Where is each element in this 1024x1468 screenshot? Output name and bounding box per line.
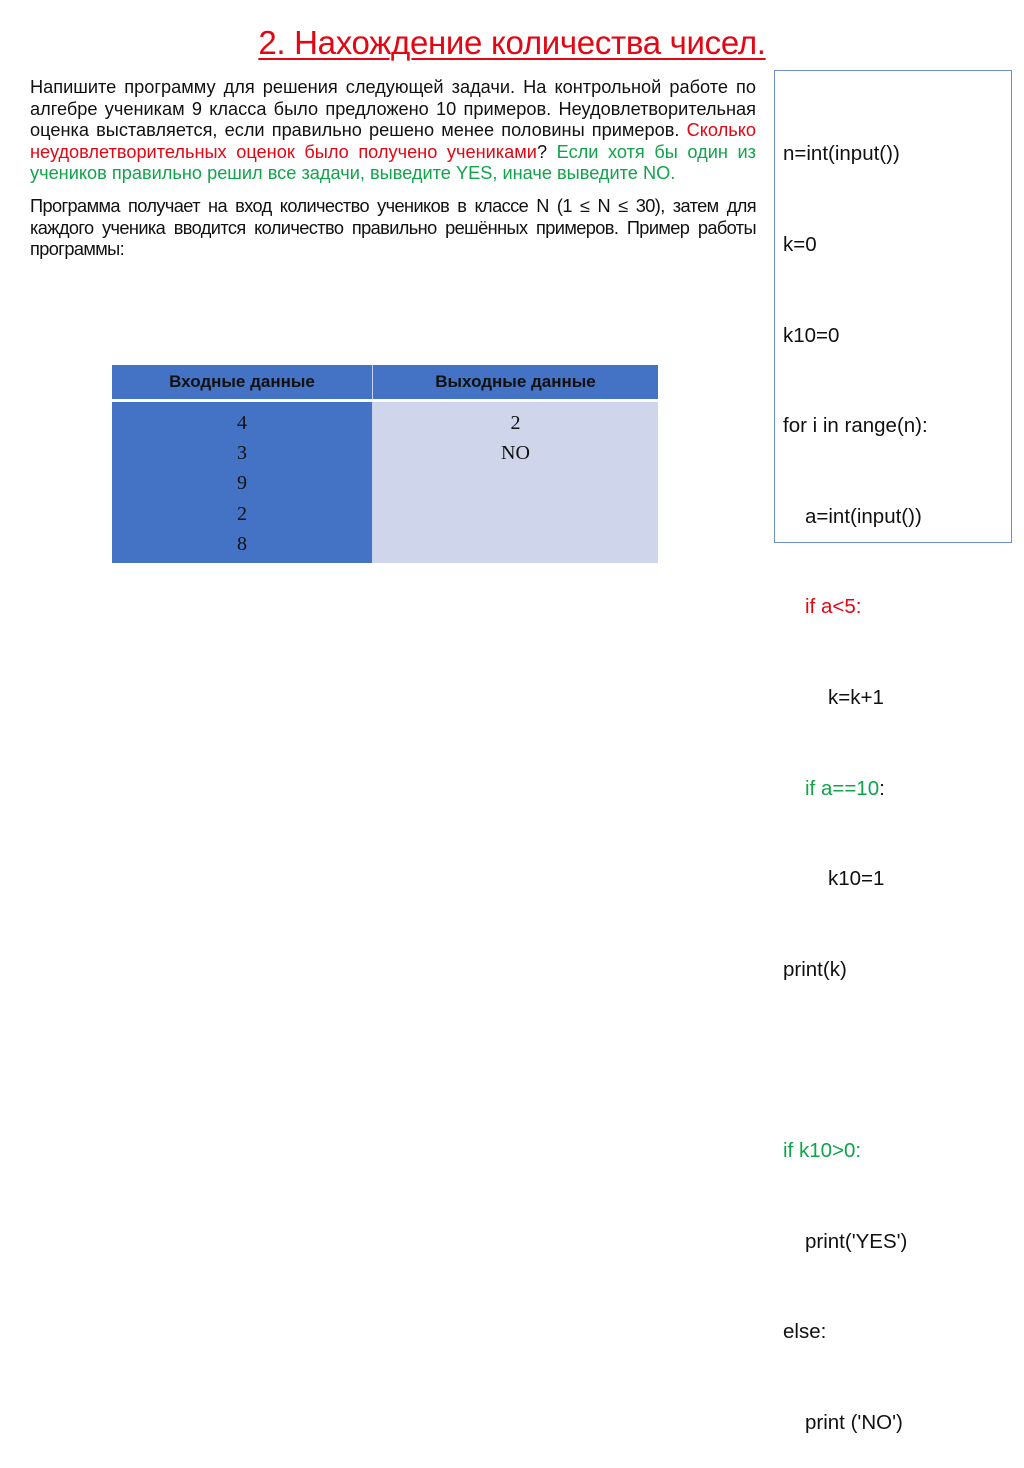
task-description bbox=[30, 77, 756, 261]
table-row bbox=[112, 402, 658, 563]
code-keyword-green: if a==10 bbox=[805, 776, 880, 800]
code-line: print(k) bbox=[783, 957, 847, 981]
task-space bbox=[547, 142, 557, 162]
io-example-table bbox=[112, 365, 658, 563]
output-value: NO bbox=[501, 442, 530, 465]
code-line: else: bbox=[783, 1320, 827, 1344]
task-paragraph-2: Программа получает на вход количество учеников в классе N (1 ≤ N ≤ 30), затем для каждого ученика вводится количество правильно решённых примеров. Пример работы программы: bbox=[30, 195, 756, 260]
code-line-condition-green bbox=[783, 774, 1011, 804]
header-input-data: Входные данные bbox=[112, 365, 373, 402]
input-value: 3 bbox=[237, 442, 247, 465]
code-line: print('YES') bbox=[805, 1229, 908, 1253]
code-line-condition-green: if k10>0: bbox=[783, 1138, 862, 1162]
table-header-row bbox=[112, 365, 658, 402]
code-line: a=int(input()) bbox=[805, 504, 922, 528]
task-question-red: Сколько неудовлетворительных оценок было получено учениками bbox=[30, 120, 756, 162]
code-line: n=int(input()) bbox=[783, 142, 900, 166]
task-paragraph-1 bbox=[30, 77, 756, 185]
code-line: print ('NO') bbox=[805, 1410, 903, 1434]
code-listing bbox=[774, 70, 1012, 1434]
code-line-condition-red: if a<5: bbox=[805, 595, 862, 619]
task-text-plain: Напишите программу для решения следующей задачи. На контрольной работе по алгебре ученикам 9 класса было предложено 10 примеров. Неудовлетворительная оценка выставляется, если правильно решено менее половины примеров. bbox=[30, 77, 756, 141]
output-data-cell bbox=[373, 402, 658, 563]
input-value: 2 bbox=[237, 502, 247, 525]
task-question-green: Если хотя бы один из учеников правильно решил все задачи, выведите YES, иначе выведите NO. bbox=[30, 141, 756, 184]
code-line: k10=1 bbox=[828, 867, 885, 891]
task-question-mark: ? bbox=[536, 141, 548, 162]
code-line: for i in range(n): bbox=[783, 414, 928, 438]
slide-title: 2. Нахождение количества чисел. bbox=[258, 24, 766, 61]
code-colon: : bbox=[879, 776, 885, 800]
input-data-cell bbox=[112, 402, 373, 563]
output-value: 2 bbox=[510, 412, 521, 434]
code-line-blank bbox=[783, 1045, 1011, 1075]
input-value: 4 bbox=[237, 412, 247, 434]
code-line: k=0 bbox=[783, 233, 817, 256]
input-value: 8 bbox=[237, 532, 247, 555]
code-line: k=k+1 bbox=[828, 685, 884, 709]
input-value: 9 bbox=[237, 472, 247, 495]
code-line: k10=0 bbox=[783, 323, 840, 347]
header-output-data: Выходные данные bbox=[373, 365, 658, 402]
